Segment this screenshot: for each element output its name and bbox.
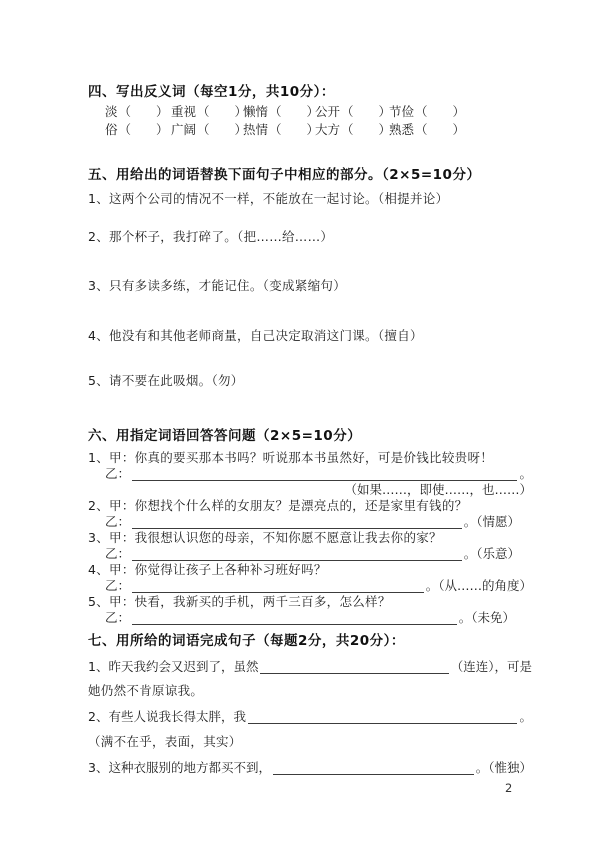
antonym-row-2 <box>105 121 525 138</box>
sentence-before: 1、昨天我约会又迟到了，虽然 <box>88 659 259 674</box>
answer-label: 乙： <box>105 466 131 481</box>
exercise-item: 5、请不要在此吸烟。（勿） <box>88 373 244 388</box>
dialog-answer <box>105 609 515 626</box>
sentence-after: 。（惟独） <box>475 760 532 775</box>
section-5-title: 五、用给出的词语替换下面句子中相应的部分。（2×5=10分） <box>88 167 481 183</box>
dialog-question: 3、甲：我很想认识您的母亲，不知你愿不愿意让我去你的家？ <box>88 530 442 545</box>
antonym-word: 热情 <box>243 122 269 137</box>
answer-blank-line <box>132 611 457 625</box>
antonym-item <box>171 121 248 138</box>
answer-blank-line <box>260 660 448 674</box>
answer-blank: （ ） <box>415 104 466 119</box>
hint-words: （满不在乎，表面，其实） <box>88 734 242 749</box>
answer-blank-line <box>132 547 462 561</box>
antonym-row-1 <box>105 103 525 120</box>
answer-label: 乙： <box>105 578 131 593</box>
antonym-word: 节俭 <box>389 104 415 119</box>
antonym-word: 俗 <box>105 122 118 137</box>
sentence-continuation: 她仍然不肯原谅我。 <box>88 683 204 698</box>
antonym-word: 重视 <box>171 104 197 119</box>
dialog-answer <box>105 577 532 594</box>
antonym-word: 大方 <box>315 122 341 137</box>
dialog-question: 1、甲：你真的要买那本书吗？听说那本书虽然好，可是价钱比较贵呀！ <box>88 450 494 465</box>
answer-end: 。（乐意） <box>463 546 520 561</box>
sentence-after: （连连），可是 <box>450 659 532 674</box>
answer-blank: （ ） <box>118 122 169 137</box>
antonym-word: 懒惰 <box>243 104 269 119</box>
antonym-item <box>315 121 392 138</box>
answer-blank-line <box>273 761 474 775</box>
dialog-question: 2、甲：你想找个什么样的女朋友？是漂亮点的，还是家里有钱的？ <box>88 498 468 513</box>
answer-blank: （ ） <box>269 104 320 119</box>
antonym-item <box>243 103 320 120</box>
answer-end: 。（情愿） <box>463 514 520 529</box>
antonym-item <box>315 103 392 120</box>
sentence-before: 3、这种衣服别的地方都买不到， <box>88 760 271 775</box>
answer-blank: （ ） <box>341 122 392 137</box>
sentence-after: 。 <box>519 709 532 724</box>
antonym-word: 广阔 <box>171 122 197 137</box>
sentence-before: 2、有些人说我长得太胖，我 <box>88 709 246 724</box>
answer-blank: （ ） <box>415 122 466 137</box>
answer-label: 乙： <box>105 514 131 529</box>
exercise-item: 4、他没有和其他老师商量，自己决定取消这门课。（擅自） <box>88 328 423 343</box>
antonym-item <box>243 121 320 138</box>
antonym-word: 公开 <box>315 104 341 119</box>
answer-end: 。（未免） <box>458 610 515 625</box>
section-6-title: 六、用指定词语回答答问题（2×5=10分） <box>88 428 362 444</box>
answer-label: 乙： <box>105 546 131 561</box>
antonym-word: 熟悉 <box>389 122 415 137</box>
dialog-question: 4、甲：你觉得让孩子上各种补习班好吗？ <box>88 562 327 577</box>
answer-blank: （ ） <box>197 104 248 119</box>
antonym-item <box>389 103 525 120</box>
completion-item <box>88 658 532 675</box>
page-number: 2 <box>505 781 513 795</box>
completion-item <box>88 708 532 725</box>
answer-blank-line <box>132 579 424 593</box>
answer-label: 乙： <box>105 610 131 625</box>
answer-blank: （ ） <box>118 104 169 119</box>
exercise-item: 1、这两个公司的情况不一样，不能放在一起讨论。（相提并论） <box>88 191 449 206</box>
hint-words: （如果……，即使……，也……） <box>344 482 532 497</box>
answer-blank: （ ） <box>341 104 392 119</box>
antonym-item <box>171 103 248 120</box>
answer-end: 。（从……的角度） <box>425 578 532 593</box>
antonym-item <box>105 121 171 138</box>
antonym-item <box>389 121 525 138</box>
answer-blank-line <box>248 710 518 724</box>
exercise-item: 3、只有多读多练，才能记住。（变成紧缩句） <box>88 278 347 293</box>
completion-item <box>88 759 532 776</box>
dialog-answer <box>105 465 532 482</box>
dialog-question: 5、甲：快看，我新买的手机，两千三百多，怎么样？ <box>88 594 391 609</box>
answer-blank-line <box>132 467 517 481</box>
answer-blank-line <box>132 515 462 529</box>
answer-blank: （ ） <box>269 122 320 137</box>
antonym-item <box>105 103 171 120</box>
section-4-title: 四、写出反义词（每空1分，共10分）： <box>88 84 335 100</box>
dialog-answer <box>105 545 520 562</box>
answer-end: 。 <box>519 466 532 481</box>
antonym-word: 淡 <box>105 104 118 119</box>
dialog-answer <box>105 513 520 530</box>
exercise-item: 2、那个杯子，我打碎了。（把……给……） <box>88 229 334 244</box>
section-7-title: 七、用所给的词语完成句子（每题2分，共20分）： <box>88 633 405 649</box>
answer-blank: （ ） <box>197 122 248 137</box>
